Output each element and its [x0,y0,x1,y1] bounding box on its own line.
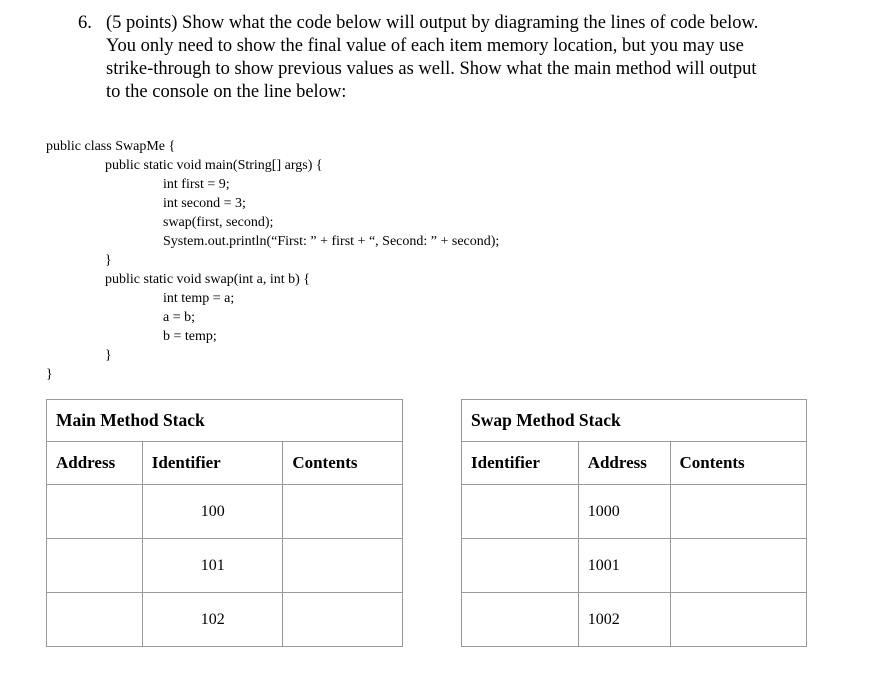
code-line: a = b; [163,310,195,325]
code-line: } [46,367,53,382]
identifier-cell[interactable]: 100 [142,485,283,539]
identifier-cell[interactable] [462,539,579,593]
swap-stack-title: Swap Method Stack [462,400,807,442]
table-row [462,593,807,647]
column-header-identifier: Identifier [142,442,283,485]
main-stack-title: Main Method Stack [47,400,403,442]
contents-cell[interactable] [283,593,403,647]
code-line: public static void swap(int a, int b) { [105,272,311,287]
table-row [47,593,403,647]
column-header-contents: Contents [283,442,403,485]
address-cell[interactable] [47,485,143,539]
question-line: You only need to show the final value of each item memory location, but you may use [106,36,744,56]
address-cell[interactable]: 1001 [578,539,670,593]
table-row [462,539,807,593]
question-line: to the console on the line below: [106,82,347,102]
identifier-cell[interactable]: 102 [142,593,283,647]
address-cell[interactable] [47,593,143,647]
contents-cell[interactable] [283,539,403,593]
code-line: public class SwapMe { [46,139,176,154]
question-line: strike-through to show previous values as well. Show what the main method will output [106,59,757,79]
question-number: 6. [78,13,92,33]
column-header-address: Address [47,442,143,485]
identifier-cell[interactable] [462,485,579,539]
table-row [47,539,403,593]
address-cell[interactable]: 1002 [578,593,670,647]
contents-cell[interactable] [670,485,807,539]
code-line: } [105,348,112,363]
identifier-cell[interactable] [462,593,579,647]
code-line: } [105,253,112,268]
address-cell[interactable] [47,539,143,593]
column-header-address: Address [578,442,670,485]
column-header-contents: Contents [670,442,807,485]
identifier-cell[interactable]: 101 [142,539,283,593]
column-header-identifier: Identifier [462,442,579,485]
code-line: int temp = a; [163,291,235,306]
contents-cell[interactable] [283,485,403,539]
question-line: (5 points) Show what the code below will output by diagraming the lines of code below. [106,13,759,33]
table-row [462,485,807,539]
code-line: int first = 9; [163,177,230,192]
swap-method-stack-table [461,399,807,647]
code-line: public static void main(String[] args) { [105,158,323,173]
code-line: b = temp; [163,329,217,344]
code-line: int second = 3; [163,196,246,211]
contents-cell[interactable] [670,593,807,647]
code-line: System.out.println(“First: ” + first + “, Second: ” + second); [163,234,500,249]
contents-cell[interactable] [670,539,807,593]
main-method-stack-table [46,399,403,647]
question-text [106,12,818,104]
code-line: swap(first, second); [163,215,274,230]
address-cell[interactable]: 1000 [578,485,670,539]
table-row [47,485,403,539]
